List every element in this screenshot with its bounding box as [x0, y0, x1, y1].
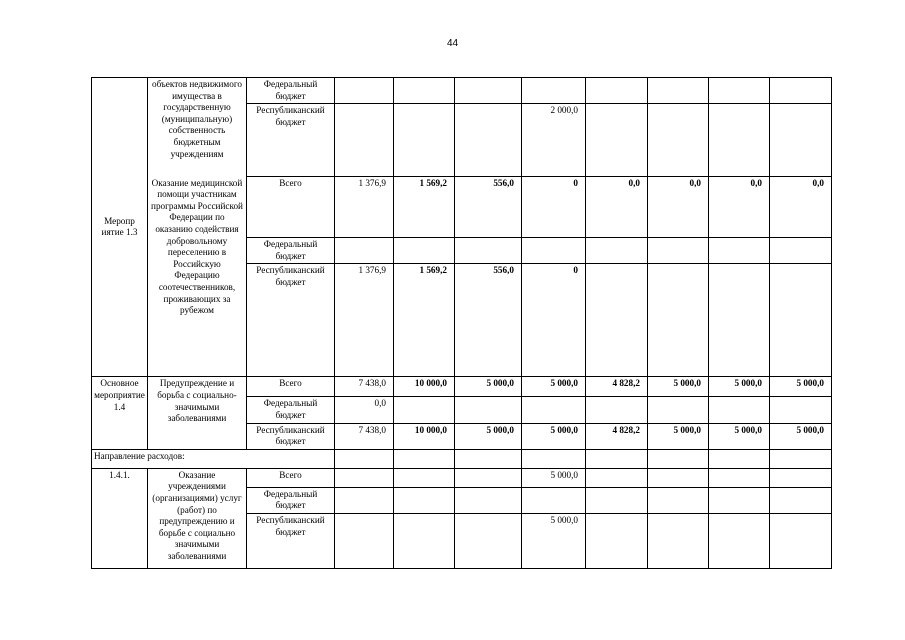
- budget-source-total: Всего: [247, 377, 335, 397]
- measure-code-cell: [92, 468, 148, 568]
- value-cell: 5 000,0: [455, 377, 522, 397]
- value-cell: 5 000,0: [522, 423, 586, 449]
- measure-code: Основное мероприятие 1.4: [94, 378, 145, 412]
- budget-source-total: Всего: [247, 468, 335, 487]
- table-row: [92, 78, 832, 104]
- value-cell: 10 000,0: [394, 377, 455, 397]
- value-cell: 7 438,0: [335, 423, 394, 449]
- measure-code: 1.4.1.: [109, 469, 130, 480]
- value-cell: 4 828,2: [586, 423, 648, 449]
- value-cell: 5 000,0: [709, 423, 770, 449]
- value-cell: 4 828,2: [586, 377, 648, 397]
- budget-table: [91, 77, 832, 569]
- value-cell: 0,0: [709, 177, 770, 238]
- value-cell: 5 000,0: [770, 423, 832, 449]
- value-cell: 5 000,0: [770, 377, 832, 397]
- value-cell: 5 000,0: [648, 423, 709, 449]
- measure-desc-main: Оказание медицинской помощи участникам программы Российской Федерации по оказанию содействия добровольному переселению в Российскую Федерацию соотечественников, проживающих за рубежом: [148, 177, 247, 377]
- value-cell: 0,0: [648, 177, 709, 238]
- budget-source-republic: Республиканский бюджет: [247, 264, 335, 377]
- measure-desc: Оказание учреждениями (организациями) услуг (работ) по предупреждению и борьбе с социально значимыми заболеваниями: [148, 468, 247, 568]
- value-cell: 1 569,2: [394, 264, 455, 377]
- measure-code-cell: [92, 78, 148, 377]
- value-cell: 1 376,9: [335, 264, 394, 377]
- budget-source-federal: Федеральный бюджет: [247, 78, 335, 104]
- table-row: [92, 468, 832, 487]
- value-cell: 0: [522, 264, 586, 377]
- value-cell: 5 000,0: [522, 377, 586, 397]
- value-cell: 5 000,0: [455, 423, 522, 449]
- table-row: [92, 449, 832, 468]
- value-cell: 1 569,2: [394, 177, 455, 238]
- value-cell: 0,0: [586, 177, 648, 238]
- table-row: [92, 177, 832, 238]
- budget-source-federal: Федеральный бюджет: [247, 397, 335, 423]
- value-cell: 556,0: [455, 177, 522, 238]
- value-cell: 2 000,0: [522, 104, 586, 177]
- page-number: 44: [446, 38, 459, 49]
- budget-source-republic: Республиканский бюджет: [247, 104, 335, 177]
- measure-desc: Предупреждение и борьба с социально-значимыми заболеваниями: [148, 377, 247, 449]
- value-cell: 0: [522, 177, 586, 238]
- value-cell: 0,0: [770, 177, 832, 238]
- budget-source-total: Всего: [247, 177, 335, 238]
- value-cell: 5 000,0: [709, 377, 770, 397]
- measure-code: Меропр иятие 1.3: [101, 215, 138, 238]
- budget-source-republic: Республиканский бюджет: [247, 423, 335, 449]
- measure-desc-top: объектов недвижимого имущества в государственную (муниципальную) собственность бюджетным учреждениям: [148, 78, 247, 177]
- value-cell: 10 000,0: [394, 423, 455, 449]
- budget-source-federal: Федеральный бюджет: [247, 487, 335, 513]
- value-cell: 0,0: [335, 397, 394, 423]
- value-cell: 5 000,0: [648, 377, 709, 397]
- value-cell: 5 000,0: [522, 468, 586, 487]
- table-row: [92, 377, 832, 397]
- budget-source-republic: Республиканский бюджет: [247, 513, 335, 568]
- value-cell: 1 376,9: [335, 177, 394, 238]
- measure-code-cell: [92, 377, 148, 449]
- value-cell: 7 438,0: [335, 377, 394, 397]
- direction-label: Направление расходов:: [92, 449, 335, 468]
- budget-source-federal: Федеральный бюджет: [247, 238, 335, 264]
- value-cell: 5 000,0: [522, 513, 586, 568]
- value-cell: 556,0: [455, 264, 522, 377]
